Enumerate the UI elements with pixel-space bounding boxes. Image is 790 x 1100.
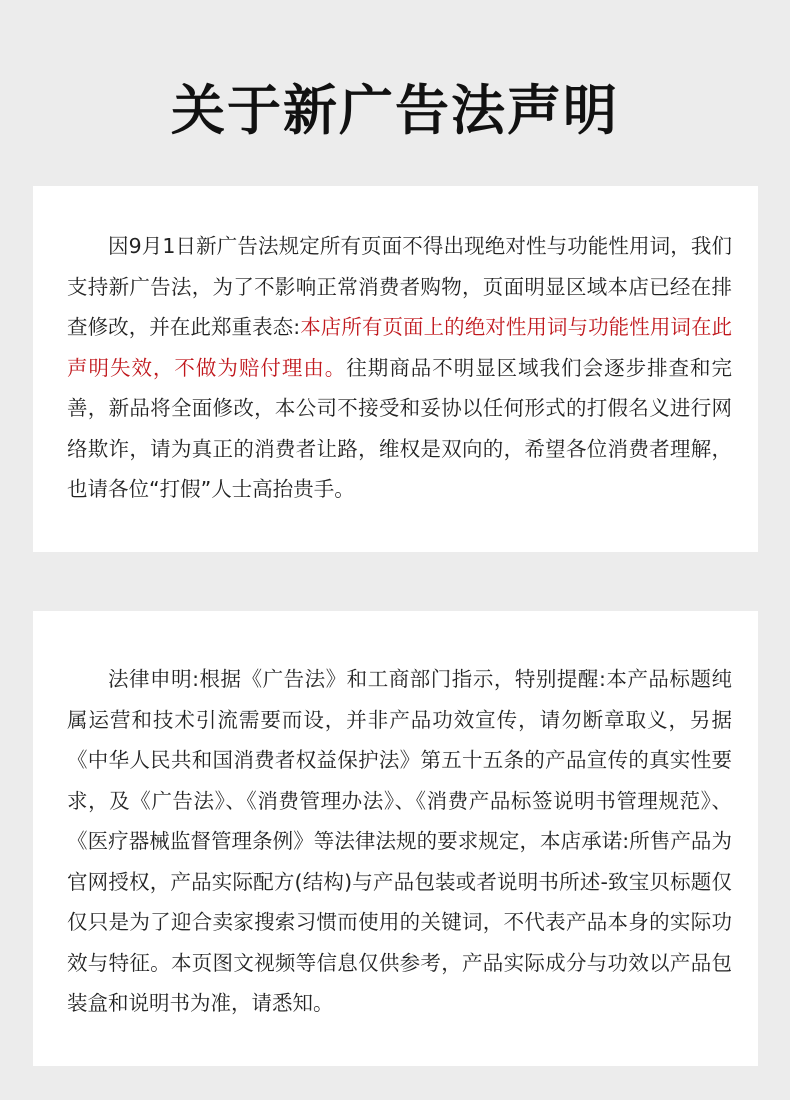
notice-text-highlight: 本店所有页面上的绝对性用词与功能性用词在此声明失效，不做为赔付理由。 (67, 315, 733, 380)
legal-statement-card (33, 611, 758, 1066)
notice-paragraph (67, 226, 732, 510)
notice-text-intro: 因9月1日新广告法规定所有页面不得出现绝对性与功能性用词，我们支持新广告法，为了不影响正常消费者购物，页面明显区域本店已经在排查修改，并在此郑重表态: (67, 234, 732, 339)
legal-statement-paragraph: 法律申明:根据《广告法》和工商部门指示，特别提醒:本产品标题纯属运营和技术引流需要而设，并非产品功效宣传，请勿断章取义，另据《中华人民共和国消费者权益保护法》第五十五条的产品宣传的真实性要求，及《广告法》、《消费管理办法》、《消费产品标签说明书管理规范》、《医疗器械监督管理条例》等法律法规的要求规定，本店承诺:所售产品为官网授权，产品实际配方(结构)与产品包装或者说明书所述-致宝贝标题仅仅只是为了迎合卖家搜索习惯而使用的关键词，不代表产品本身的实际功效与特征。本页图文视频等信息仅供参考，产品实际成分与功效以产品包装盒和说明书为准，请悉知。 (67, 667, 732, 1015)
ad-law-notice-card (33, 186, 758, 552)
page-title: 关于新广告法声明 (171, 79, 619, 142)
notice-text-outro: 往期商品不明显区域我们会逐步排查和完善，新品将全面修改，本公司不接受和妥协以任何形式的打假名义进行网络欺诈，请为真正的消费者让路，维权是双向的，希望各位消费者理解，也请各位“打假”人士高抬贵手。 (67, 355, 733, 501)
